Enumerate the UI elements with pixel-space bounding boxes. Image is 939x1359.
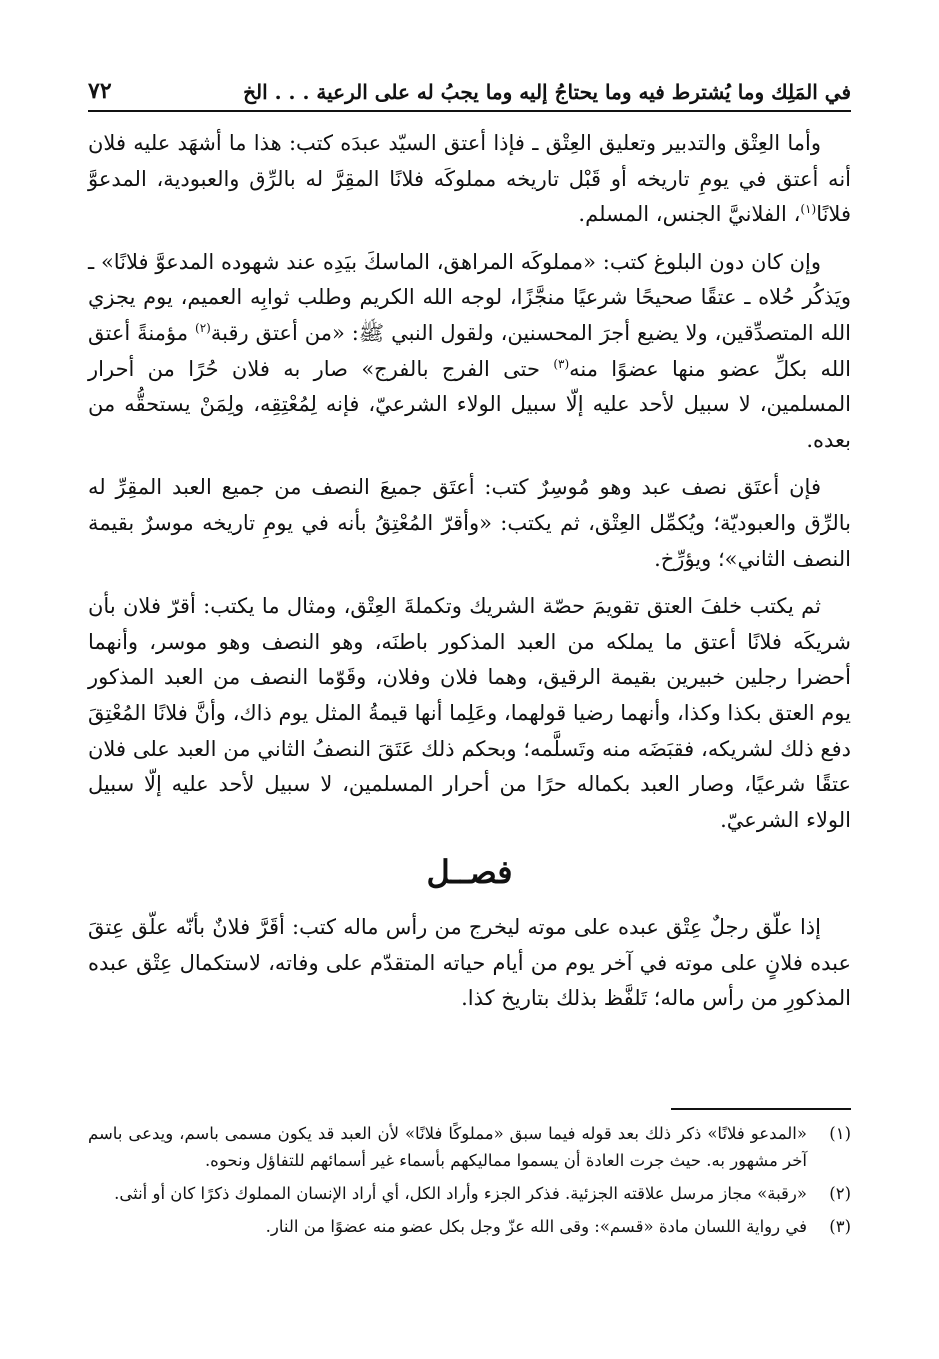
- running-header: [88, 66, 851, 112]
- paragraph-text: حتى الفرج بالفرج» صار به فلان حُرًا من أحرار المسلمين، لا سبيل لأحد عليه إلّا سبيل الولاء الشرعيّ، فإنه لِمُعْتِقِه، ولِمَنْ يستحقُّه من بعده.: [88, 356, 852, 452]
- paragraph-section-body: إذا علّق رجلٌ عِتْق عبده على موته ليخرج من رأس ماله كتب: أقَرَّ فلانٌ بأنّه علّق عِتقَ عبده فلانٍ على موته في آخر يوم من أيام حياته المتقدّم على وفاته، لاستكمال عِتْق عبده المذكورِ من رأس ماله؛ تَلفَّظ بذلك بتاريخ كذا.: [88, 915, 851, 1011]
- paragraph-text: وإن كان دون البلوغ كتب: «مملوكَه المراهق، الماسكَ بيَدِه عند شهوده المدعوَّ فلانًا» ـ ويَذكُر حُلاه ـ عتقًا صحيحًا شرعيًا منجَّزًا، لوجه الله الكريم وطلب ثوابِه العميم، يوم يجزي الله المتصدِّقين، ولا يضيع أجرَ المحسنين، ولقول النبي ﷺ: «من أعتق رقبة: [88, 249, 852, 345]
- paragraph-minor: [88, 245, 851, 459]
- running-title: في المَلِك وما يُشترط فيه وما يحتاجُ إليه وما يجبُ له على الرعية . . . الخ: [243, 80, 851, 104]
- footnote-number: (٢): [829, 1184, 851, 1203]
- footnote-text: «المدعو فلانًا» ذكر ذلك بعد قوله فيما سبق «مملوكًا فلانًا» لأن العبد قد يكون مسمى باسم، ويدعى باسم آخر مشهور به. حيث جرت العادة أن يسموا مماليكهم بأسماء غير أسمائهم للتفاؤل ونحوه.: [88, 1124, 807, 1170]
- footnote-ref-3: (٣): [553, 356, 570, 371]
- footnote-item: [88, 1213, 851, 1240]
- footnote-number: (١): [829, 1124, 851, 1143]
- section-heading: فصــل: [426, 853, 513, 892]
- footnote-divider: [671, 1108, 851, 1110]
- footnote-ref-1: (١): [800, 202, 817, 217]
- paragraph-text: مؤمنةً أعتق الله بكلِّ عضو منها عضوًا منه: [88, 320, 851, 381]
- footnote-text: في رواية اللسان مادة «قسم»: وقى الله عزّ وجل بكل عضو منه عضوًا من النار.: [265, 1217, 807, 1236]
- footnote-text: «رقبة» مجاز مرسل علاقته الجزئية. فذكر الجزء وأراد الكل، أي أراد الإنسان المملوك ذكرًا كان أو أنثى.: [114, 1184, 807, 1203]
- paragraph-emancipation: [88, 126, 851, 233]
- paragraph-text: وأما العِتْق والتدبير وتعليق العِتْق ـ فإذا أعتق السيّد عبدَه كتب: هذا ما أشهَد عليه فلان أنه أعتق في يومِ تاريخه أو قَبْل تاريخه مملوكَه فلانًا المقِرَّ له بالرِّق والعبودية، المدعوَّ فلانًا: [88, 131, 851, 227]
- footnote-item: [88, 1120, 851, 1174]
- footnotes: [88, 1120, 851, 1246]
- footnote-item: [88, 1180, 851, 1207]
- paragraph-partner-valuation: ثم يكتب خلفَ العتق تقويمَ حصّة الشريك وتكملةَ العِتْق، ومثال ما يكتب: أقرّ فلان بأن شريكَه فلانًا أعتق ما يملكه من العبد المذكور باطنَه، وهو النصف وهو موسر، وأنهما أحضرا رجلين خبيرين بقيمة الرقيق، وهما فلان وفلان، وقَوّما النصف من العبد المذكور يوم العتق بكذا وكذا، وأنهما رضيا قولهما، وعَلِما أنها قيمةُ المثل يوم ذاك، وأنَّ فلانًا المُعْتِقَ دفع ذلك لشريكه، فقبَضَه منه وتَسلَّمه؛ وبحكم ذلك عَتَقَ النصفُ الثاني من العبد على فلان عتقًا شرعيًا، وصار العبد بكماله حرًا من أحرار المسلمين، لا سبيل لأحد عليه إلّا سبيل الولاء الشرعيّ.: [88, 594, 851, 832]
- main-text: [88, 126, 851, 1017]
- paragraph-text: ، الفلانيَّ الجنس، المسلم.: [578, 202, 801, 227]
- footnote-number: (٣): [829, 1217, 851, 1236]
- footnote-ref-2: (٢): [195, 320, 211, 335]
- paragraph-half-slave: فإن أعتَق نصف عبد وهو مُوسِرٌ كتب: أعتَق جميعَ النصف من جميع العبد المقِرِّ له بالرِّق والعبوديّة؛ ويُكمِّل العِتْق، ثم يكتب: «وأقرّ المُعْتِقُ بأنه في يومِ تاريخه موسرٌ بقيمة النصف الثاني»؛ ويؤرِّخ.: [88, 475, 851, 571]
- page-number: ٧٢: [88, 78, 112, 104]
